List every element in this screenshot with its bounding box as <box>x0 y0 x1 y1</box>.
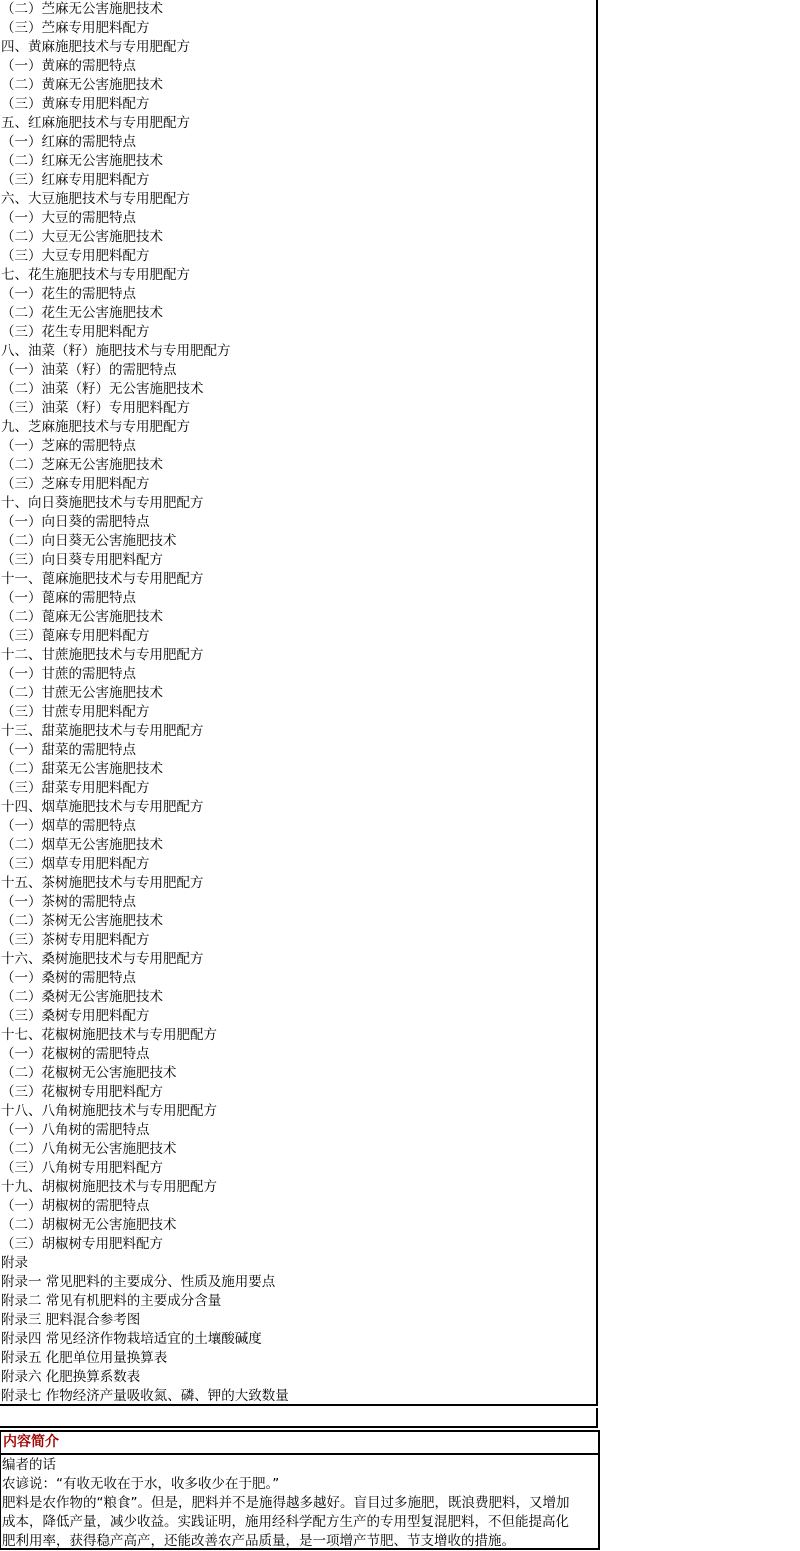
toc-item: 六、大豆施肥技术与专用肥配方 <box>1 191 190 207</box>
toc-item: 七、花生施肥技术与专用肥配方 <box>1 267 190 283</box>
toc-item: 附录七 作物经济产量吸收氮、磷、钾的大致数量 <box>1 1388 289 1404</box>
summary-paragraph-line: 肥利用率，获得稳产高产，还能改善农产品质量，是一项增产节肥、节支增收的措施。 <box>2 1533 515 1549</box>
toc-item: （二）八角树无公害施肥技术 <box>1 1141 177 1157</box>
toc-item: （一）甜菜的需肥特点 <box>1 742 136 758</box>
toc-item: （三）黄麻专用肥料配方 <box>1 96 150 112</box>
toc-item: 附录四 常见经济作物栽培适宜的土壤酸碱度 <box>1 1331 262 1347</box>
content-summary-section <box>0 1430 600 1550</box>
toc-item: （三）胡椒树专用肥料配方 <box>1 1236 163 1252</box>
toc-item: （二）烟草无公害施肥技术 <box>1 837 163 853</box>
toc-item: 九、芝麻施肥技术与专用肥配方 <box>1 419 190 435</box>
toc-item: （一）胡椒树的需肥特点 <box>1 1198 150 1214</box>
toc-item: （三）甘蔗专用肥料配方 <box>1 704 150 720</box>
summary-paragraph-line: 肥料是农作物的“粮食”。但是，肥料并不是施得越多越好。盲目过多施肥，既浪费肥料，又增加 <box>2 1495 570 1511</box>
toc-item: 十七、花椒树施肥技术与专用肥配方 <box>1 1027 217 1043</box>
toc-item: （三）蓖麻专用肥料配方 <box>1 628 150 644</box>
toc-item: （三）向日葵专用肥料配方 <box>1 552 163 568</box>
toc-item: 附录五 化肥单位用量换算表 <box>1 1350 168 1366</box>
toc-item: （一）油菜（籽）的需肥特点 <box>1 362 177 378</box>
toc-item: （二）胡椒树无公害施肥技术 <box>1 1217 177 1233</box>
toc-item: （三）茶树专用肥料配方 <box>1 932 150 948</box>
toc-item: （一）花椒树的需肥特点 <box>1 1046 150 1062</box>
toc-item: 附录 <box>1 1255 28 1271</box>
toc-item: 十二、甘蔗施肥技术与专用肥配方 <box>1 647 204 663</box>
toc-item: （一）红麻的需肥特点 <box>1 134 136 150</box>
toc-item: 十五、茶树施肥技术与专用肥配方 <box>1 875 204 891</box>
toc-item: 十六、桑树施肥技术与专用肥配方 <box>1 951 204 967</box>
toc-item: 附录二 常见有机肥料的主要成分含量 <box>1 1293 222 1309</box>
toc-item: （二）黄麻无公害施肥技术 <box>1 77 163 93</box>
empty-row <box>0 1408 598 1428</box>
toc-item: （二）芝麻无公害施肥技术 <box>1 457 163 473</box>
toc-item: （三）花椒树专用肥料配方 <box>1 1084 163 1100</box>
toc-item: （二）大豆无公害施肥技术 <box>1 229 163 245</box>
toc-item: （一）芝麻的需肥特点 <box>1 438 136 454</box>
toc-item: （三）甜菜专用肥料配方 <box>1 780 150 796</box>
toc-item: （二）向日葵无公害施肥技术 <box>1 533 177 549</box>
toc-item: 十三、甜菜施肥技术与专用肥配方 <box>1 723 204 739</box>
toc-item: （二）油菜（籽）无公害施肥技术 <box>1 381 204 397</box>
toc-item: 五、红麻施肥技术与专用肥配方 <box>1 115 190 131</box>
toc-item: 十、向日葵施肥技术与专用肥配方 <box>1 495 204 511</box>
toc-item: （一）八角树的需肥特点 <box>1 1122 150 1138</box>
toc-item: （三）大豆专用肥料配方 <box>1 248 150 264</box>
toc-item: 十四、烟草施肥技术与专用肥配方 <box>1 799 204 815</box>
toc-item: （三）八角树专用肥料配方 <box>1 1160 163 1176</box>
toc-item: （一）花生的需肥特点 <box>1 286 136 302</box>
toc-item: （二）茶树无公害施肥技术 <box>1 913 163 929</box>
toc-item: 十八、八角树施肥技术与专用肥配方 <box>1 1103 217 1119</box>
toc-item: 附录六 化肥换算系数表 <box>1 1369 141 1385</box>
summary-paragraph-line: 成本，降低产量，减少收益。实践证明，施用经科学配方生产的专用型复混肥料，不但能提高化 <box>2 1514 569 1530</box>
toc-item: （一）大豆的需肥特点 <box>1 210 136 226</box>
toc-item: （一）黄麻的需肥特点 <box>1 58 136 74</box>
toc-item: （二）红麻无公害施肥技术 <box>1 153 163 169</box>
toc-item: （一）茶树的需肥特点 <box>1 894 136 910</box>
toc-item: 八、油菜（籽）施肥技术与专用肥配方 <box>1 343 231 359</box>
toc-item: 附录三 肥料混合参考图 <box>1 1312 141 1328</box>
toc-item: （二）甜菜无公害施肥技术 <box>1 761 163 777</box>
toc-item: （一）甘蔗的需肥特点 <box>1 666 136 682</box>
toc-item: （三）桑树专用肥料配方 <box>1 1008 150 1024</box>
summary-paragraph-line: 农谚说：“有收无收在于水，收多收少在于肥。” <box>2 1476 280 1492</box>
toc-item: （二）桑树无公害施肥技术 <box>1 989 163 1005</box>
toc-item: （二）花椒树无公害施肥技术 <box>1 1065 177 1081</box>
editor-note-title: 编者的话 <box>2 1457 56 1473</box>
toc-item: （三）油菜（籽）专用肥料配方 <box>1 400 190 416</box>
content-summary-body <box>1 1455 598 1551</box>
content-summary-heading: 内容简介 <box>1 1432 598 1455</box>
toc-item: （三）芝麻专用肥料配方 <box>1 476 150 492</box>
toc-item: （一）桑树的需肥特点 <box>1 970 136 986</box>
toc-item: （二）花生无公害施肥技术 <box>1 305 163 321</box>
toc-item: （三）红麻专用肥料配方 <box>1 172 150 188</box>
toc-item: 四、黄麻施肥技术与专用肥配方 <box>1 39 190 55</box>
toc-item: （三）苎麻专用肥料配方 <box>1 20 150 36</box>
toc-item: 附录一 常见肥料的主要成分、性质及施用要点 <box>1 1274 276 1290</box>
toc-item: （一）向日葵的需肥特点 <box>1 514 150 530</box>
toc-item: （三）烟草专用肥料配方 <box>1 856 150 872</box>
toc-item: （二）甘蔗无公害施肥技术 <box>1 685 163 701</box>
toc-item: 十一、蓖麻施肥技术与专用肥配方 <box>1 571 204 587</box>
toc-item: （三）花生专用肥料配方 <box>1 324 150 340</box>
toc-item: （一）蓖麻的需肥特点 <box>1 590 136 606</box>
toc-item: （一）烟草的需肥特点 <box>1 818 136 834</box>
toc-item: （二）苎麻无公害施肥技术 <box>1 1 163 17</box>
toc-item: 十九、胡椒树施肥技术与专用肥配方 <box>1 1179 217 1195</box>
toc-item: （二）蓖麻无公害施肥技术 <box>1 609 163 625</box>
